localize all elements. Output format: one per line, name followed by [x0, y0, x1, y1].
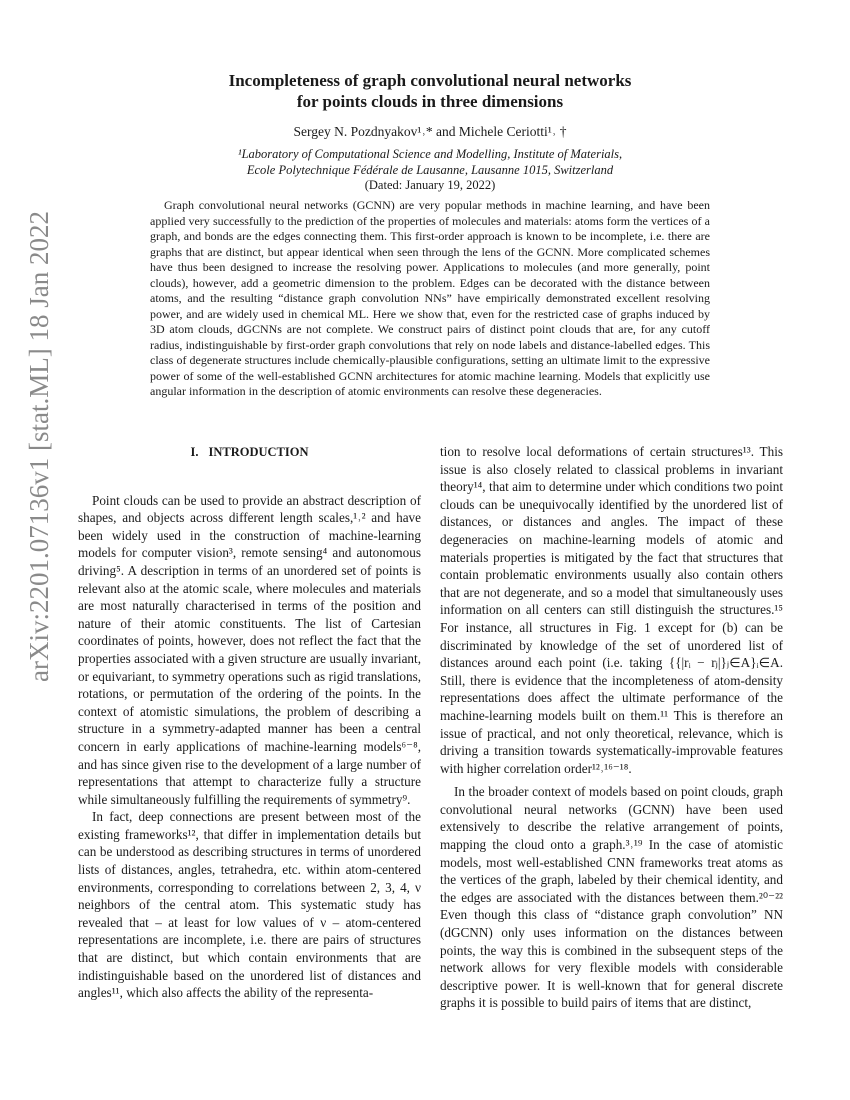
right-column — [440, 443, 783, 1012]
authors: Sergey N. Pozdnyakov¹˒* and Michele Ceriotti¹˒ † — [293, 124, 567, 139]
arxiv-identifier: arXiv:2201.07136v1 [stat.ML] 18 Jan 2022 — [24, 211, 54, 682]
title-line-1: Incompleteness of graph convolutional neural networks — [228, 71, 632, 90]
body-paragraph: In fact, deep connections are present between most of the existing frameworks¹², that differ in implementation details but can be understood as describing structures in terms of unordered lists of distances, angles, tetrahedra, etc. within atom-centered environments, corresponding to correlations between 2, 3, 4, ν neighbors of the central atom. This systematic study has revealed that – at least for low values of ν – atom-centered representations are incomplete, i.e. there are pairs of structures that are distinct, but which contain environments that are indistinguishable based on the unordered list of distances and angles¹¹, which also affects the ability of the representa- — [78, 809, 421, 1001]
title-line-2: for points clouds in three dimensions — [296, 92, 564, 111]
arxiv-sidebar — [18, 211, 60, 682]
affiliation — [150, 146, 710, 178]
body-paragraph: Point clouds can be used to provide an abstract description of shapes, and objects across different length scales,¹˒² and have been widely used in the construction of machine-learning models for computer vision³, remote sensing⁴ and autonomous driving⁵. A description in terms of an unordered set of points is relevant also at the atomic scale, where molecules and materials are most naturally characterised in terms of the position and nature of their atomic constituents. The list of Cartesian coordinates of points, however, does not reflect the fact that the properties associated with a given structure are usually invariant, or equivariant, to symmetry operations such as rigid translations, rotations, or permutation of the ordering of the points. In the context of atomistic simulations, the problem of describing a structure in a symmetry-adapted manner has been a central concern in early applications of machine-learning models⁶⁻⁸, and has since given rise to the development of a large number of representations that attempt to characterize fully a structure while simultaneously fulfilling the requirements of symmetry⁹. — [78, 492, 421, 807]
affiliation-line-2: Ecole Polytechnique Fédérale de Lausanne, Lausanne 1015, Switzerland — [246, 163, 614, 177]
abstract: Graph convolutional neural networks (GCNN) are very popular methods in machine learning, and have been applied very successfully to the prediction of the properties of molecules and materials: atoms form the vertices of a graph, and bonds are the edges connecting them. This first-order approach is known to be incomplete, i.e. there are graphs that are distinct, but appear identical when seen through the lens of the GCNN. More complicated schemes have thus been designed to increase the resolving power. Applications to molecules (and more generally, point clouds), however, add a geometric dimension to the problem. Edges can be decorated with the distance between atoms, and the resulting “distance graph convolution NNs” have empirically demonstrated excellent resolving power, and are widely used in chemical ML. Here we show that, even for the restricted case of graphs induced by 3D atom clouds, dGCNNs are not complete. We construct pairs of distinct point clouds that are, for any cutoff radius, indistinguishable by first-order graph convolutions that rely on node labels and distance-labelled edges. This class of degenerate structures include chemically-plausible configurations, setting an ultimate limit to the expressive power of some of the well-established GCNN architectures for atomic machine learning. Models that explicitly use angular information in the description of atomic environments can resolve these degeneracies. — [150, 198, 710, 398]
body-paragraph: tion to resolve local deformations of certain structures¹³. This issue is also closely related to classical problems in invariant theory¹⁴, that aim to determine under which conditions two point clouds can be unequivocally identified by the unordered list of distances, or distances and angles. The impact of these degeneracies on machine-learning models of atomic and materials properties is mitigated by the fact that structures that contain problematic environments usually also contain others that are not degenerate, and so a model that simultaneously uses information on all centers can still distinguish the structures.¹⁵ For instance, all structures in Fig. 1 except for (b) can be discriminated by knowledge of the set of unordered list of distances around each point (i.e. taking {{|rᵢ − rⱼ|}ⱼ∈A}ᵢ∈A. Still, there is evidence that the incompleteness of atom-density representations does affect the ultimate performance of the machine-learning models built on them.¹¹ This is therefore an issue of practical, and not only theoretical, relevance, which is driving a transition towards systematically-improvable features with higher correlation order¹²˒¹⁶⁻¹⁸. — [440, 444, 783, 776]
section-title: INTRODUCTION — [208, 445, 309, 459]
section-number: I. — [190, 445, 199, 459]
left-column — [78, 444, 421, 1002]
paper-title — [150, 70, 710, 112]
affiliation-line-1: ¹Laboratory of Computational Science and Modelling, Institute of Materials, — [237, 147, 623, 161]
body-paragraph: In the broader context of models based on point clouds, graph convolutional neural networks (GCNN) have been used extensively to describe the relative arrangement of points, mapping the cloud onto a graph.³˒¹⁹ In the case of atomistic models, most well-established CNN frameworks treat atoms as the vertices of the graph, labeled by their chemical identity, and the edges are associated with the distances between them.²⁰⁻²² Even though this class of “distance graph convolution” NN (dGCNN) only uses information on the distances between points, the way this is combined in the subsequent steps of the network allows for very flexible models with considerable descriptive power. It is well-known that for general discrete graphs it is possible to build pairs of items that are distinct, — [440, 784, 783, 1011]
section-heading — [78, 444, 421, 462]
date-line: (Dated: January 19, 2022) — [364, 178, 496, 192]
